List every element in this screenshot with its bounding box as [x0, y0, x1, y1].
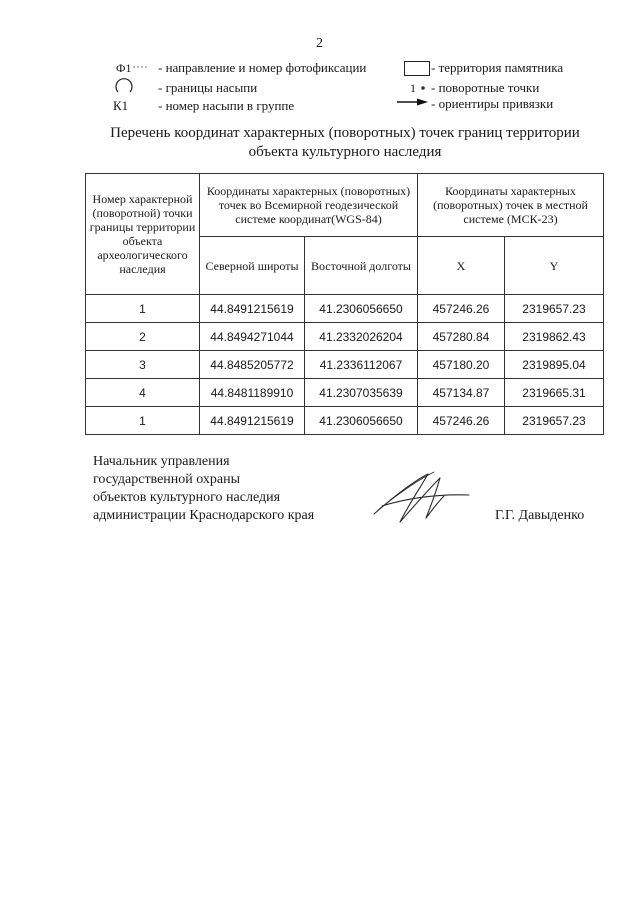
- cell-x: 457180.20: [418, 351, 505, 379]
- territory-box-icon: [404, 61, 432, 77]
- header-north-latitude: Северной широты: [200, 237, 305, 295]
- cell-y: 2319862.43: [505, 323, 604, 351]
- header-x: X: [418, 237, 505, 295]
- header-east-longitude: Восточной долготы: [305, 237, 418, 295]
- header-msk23: Координаты характерных (поворотных) точек в местной системе (МСК-23): [418, 174, 604, 237]
- mound-number-symbol: К1: [113, 98, 129, 113]
- table-row: [86, 379, 604, 407]
- table-row: [86, 407, 604, 435]
- header-y: Y: [505, 237, 604, 295]
- cell-y: 2319895.04: [505, 351, 604, 379]
- cell-y: 2319657.23: [505, 295, 604, 323]
- coordinates-table: [85, 173, 604, 435]
- cell-east-longitude: 41.2332026204: [305, 323, 418, 351]
- signature-title-line-1: Начальник управления: [93, 454, 230, 469]
- signature-title-line-4: администрации Краснодарского края: [93, 508, 315, 523]
- legend-mound-border-text: - границы насыпи: [158, 80, 258, 95]
- cell-east-longitude: 41.2336112067: [305, 351, 418, 379]
- cell-east-longitude: 41.2307035639: [305, 379, 418, 407]
- cell-north-latitude: 44.8481189910: [200, 379, 305, 407]
- cell-x: 457246.26: [418, 295, 505, 323]
- signature-title-line-2: государственной охраны: [93, 472, 241, 487]
- landmark-arrow-icon: [396, 97, 430, 107]
- cell-x: 457246.26: [418, 407, 505, 435]
- legend-territory-text: - территория памятника: [431, 60, 564, 75]
- signatory-name: Г.Г. Давыденко: [495, 508, 585, 523]
- cell-y: 2319665.31: [505, 379, 604, 407]
- cell-north-latitude: 44.8491215619: [200, 407, 305, 435]
- cell-north-latitude: 44.8491215619: [200, 295, 305, 323]
- cell-point-number: 3: [86, 351, 200, 379]
- cell-x: 457134.87: [418, 379, 505, 407]
- table-row: [86, 295, 604, 323]
- table-row: [86, 351, 604, 379]
- page-number: 2: [316, 36, 323, 51]
- header-point-number: Номер характерной (поворотной) точки границы территории объекта археологического наследия: [86, 174, 200, 295]
- turning-point-dot-icon: [419, 84, 427, 92]
- mound-border-icon: [114, 77, 134, 97]
- cell-point-number: 4: [86, 379, 200, 407]
- legend-mound-number-text: - номер насыпи в группе: [158, 98, 295, 113]
- turning-point-symbol: 1: [410, 81, 416, 95]
- document-title-line-1: Перечень координат характерных (поворотных) точек границ территории: [110, 125, 580, 141]
- header-wgs84: Координаты характерных (поворотных) точек во Всемирной геодезической системе координат(WGS-84): [200, 174, 418, 237]
- photo-arrow-icon: [132, 61, 150, 71]
- photo-symbol: Ф1: [116, 61, 132, 75]
- cell-point-number: 2: [86, 323, 200, 351]
- table-row: [86, 323, 604, 351]
- cell-x: 457280.84: [418, 323, 505, 351]
- signature-title-line-3: объектов культурного наследия: [93, 490, 281, 505]
- legend-photo-text: - направление и номер фотофиксации: [158, 60, 367, 75]
- document-title-line-2: объекта культурного наследия: [248, 144, 442, 160]
- cell-point-number: 1: [86, 295, 200, 323]
- legend-turning-point-text: - поворотные точки: [431, 80, 540, 95]
- cell-east-longitude: 41.2306056650: [305, 407, 418, 435]
- cell-east-longitude: 41.2306056650: [305, 295, 418, 323]
- cell-north-latitude: 44.8494271044: [200, 323, 305, 351]
- cell-point-number: 1: [86, 407, 200, 435]
- legend-landmark-text: - ориентиры привязки: [431, 96, 554, 111]
- cell-y: 2319657.23: [505, 407, 604, 435]
- handwritten-signature: [368, 466, 473, 528]
- cell-north-latitude: 44.8485205772: [200, 351, 305, 379]
